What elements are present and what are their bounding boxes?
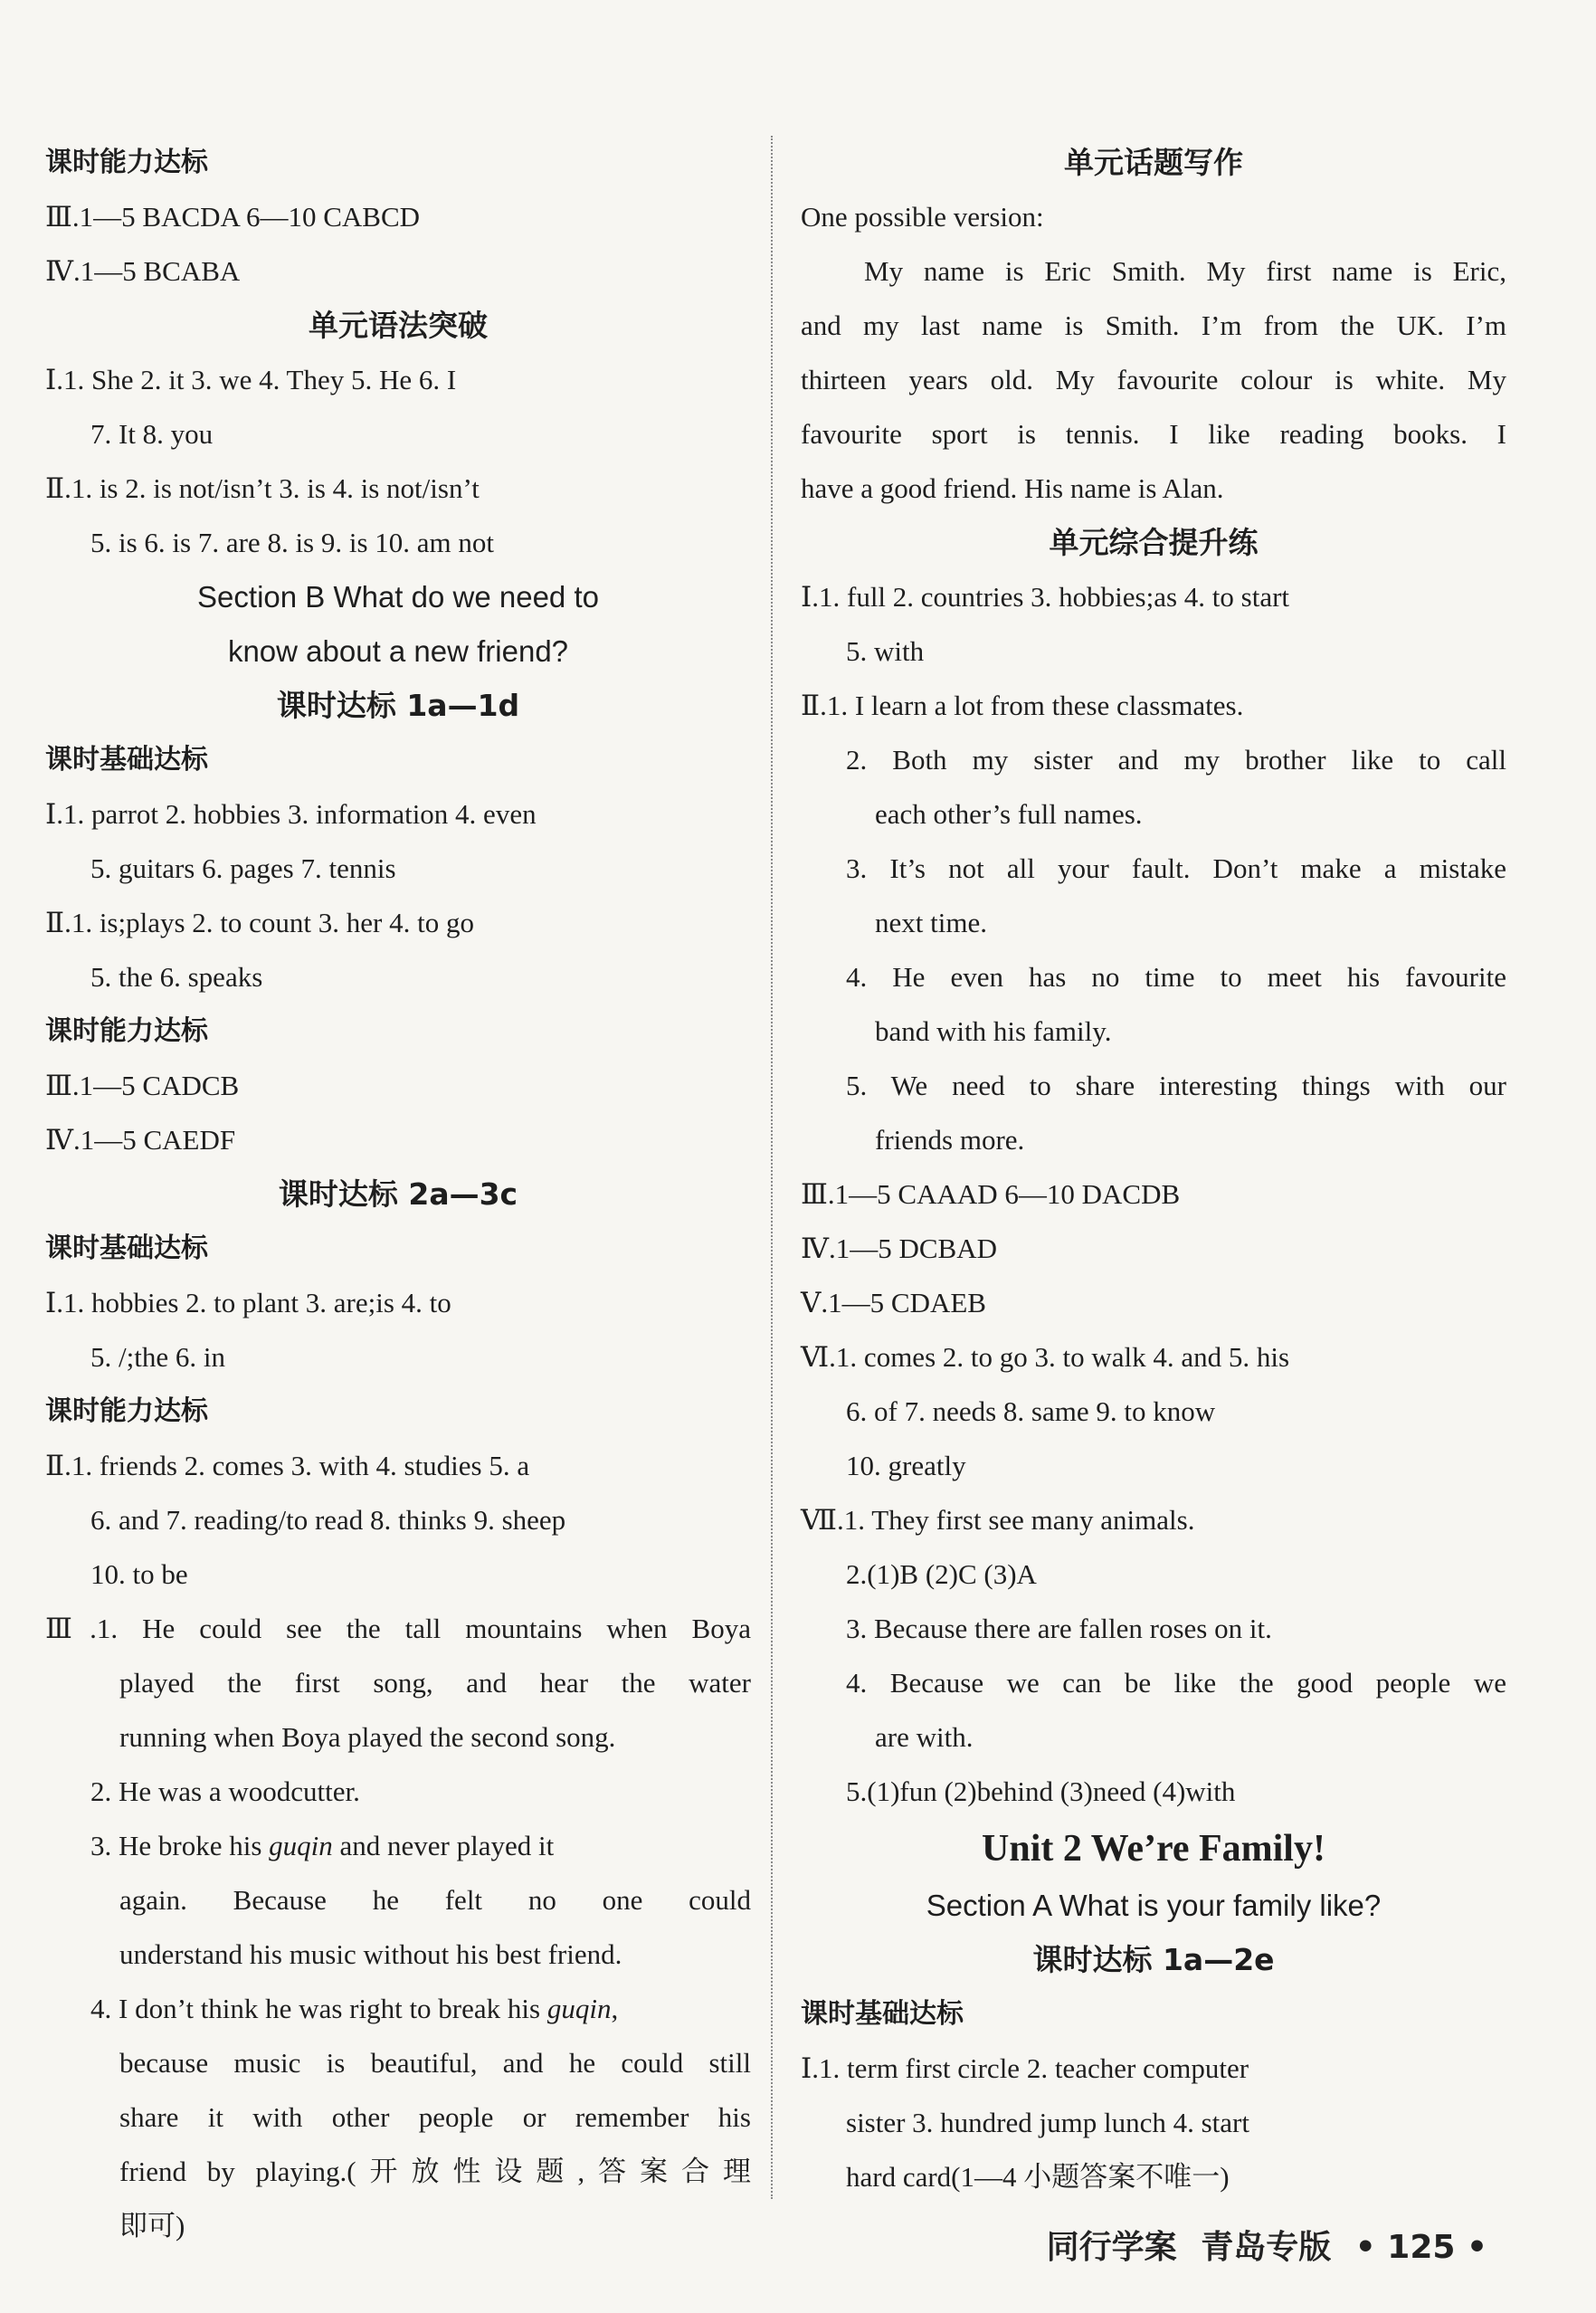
answer-line: friend by playing.(开放性设题,答案合理 xyxy=(119,2156,751,2187)
answer-line: Ⅰ.1. parrot 2. hobbies 3. information 4. even xyxy=(45,798,537,830)
heading-ability: 课时能力达标 xyxy=(45,1015,208,1047)
essay-line: thirteen years old. My favourite colour is white. My xyxy=(801,364,1506,395)
heading-basic: 课时基础达标 xyxy=(45,1233,208,1264)
answer-line: 7. It 8. you xyxy=(90,418,214,450)
answer-line: Ⅱ.1. I learn a lot from these classmates. xyxy=(801,690,1244,721)
answer-line: 2. Both my sister and my brother like to call xyxy=(846,744,1506,776)
italic-word: guqin xyxy=(269,1830,333,1861)
answer-line: hard card(1—4 小题答案不唯一) xyxy=(846,2161,1230,2193)
answer-line: Ⅳ.1—5 CAEDF xyxy=(45,1124,236,1156)
answer-line: 5. with xyxy=(846,635,925,667)
lesson-title: 课时达标 2a—3c xyxy=(278,1176,518,1212)
answer-line: band with his family. xyxy=(875,1015,1112,1047)
answer-line: 10. greatly xyxy=(846,1450,966,1481)
answer-line: sister 3. hundred jump lunch 4. start xyxy=(846,2107,1249,2138)
essay-line: favourite sport is tennis. I like reading books. I xyxy=(801,418,1506,450)
footer-brand: 同行学案 xyxy=(1046,2229,1177,2266)
answer-line xyxy=(45,1819,751,1873)
answer-line: Ⅲ.1—5 CADCB xyxy=(45,1070,240,1101)
essay-line: have a good friend. His name is Alan. xyxy=(801,472,1224,504)
answer-line: Ⅱ.1. is 2. is not/isn’t 3. is 4. is not/isn’t xyxy=(45,472,480,504)
answer-line: Ⅱ.1. is;plays 2. to count 3. her 4. to go xyxy=(45,907,474,938)
answer-line: 5. We need to share interesting things with our xyxy=(846,1070,1506,1101)
lesson-title: 课时达标 1a—2e xyxy=(1032,1942,1275,1977)
answer-line: Ⅳ.1—5 BCABA xyxy=(45,255,241,287)
unit-title: Unit 2 We’re Family! xyxy=(982,1828,1325,1870)
text: 3. He broke his xyxy=(90,1830,270,1861)
page-footer xyxy=(1034,2222,1487,2268)
answer-line: again. Because he felt no one could xyxy=(119,1884,751,1916)
heading-basic: 课时基础达标 xyxy=(45,744,208,776)
footer-edition: 青岛专版 xyxy=(1201,2229,1332,2266)
answer-line: Ⅶ.1. They first see many animals. xyxy=(801,1504,1195,1536)
answer-line: Ⅳ.1—5 DCBAD xyxy=(801,1233,997,1264)
column-divider xyxy=(771,136,773,2199)
answer-line: 6. of 7. needs 8. same 9. to know xyxy=(846,1395,1216,1427)
answer-line: 5. guitars 6. pages 7. tennis xyxy=(90,852,396,884)
left-column xyxy=(45,136,751,2253)
answer-line: Ⅲ.1. He could see the tall mountains when Boya xyxy=(45,1613,751,1644)
answer-line: 3. It’s not all your fault. Don’t make a mistake xyxy=(846,852,1506,884)
answer-line: next time. xyxy=(875,907,987,938)
answer-line: 6. and 7. reading/to read 8. thinks 9. sheep xyxy=(90,1504,566,1536)
answer-line: Ⅲ.1—5 BACDA 6—10 CABCD xyxy=(45,201,421,233)
answer-line: 10. to be xyxy=(90,1558,188,1590)
answer-line: Ⅰ.1. She 2. it 3. we 4. They 5. He 6. I xyxy=(45,364,457,395)
answer-line: 5.(1)fun (2)behind (3)need (4)with xyxy=(846,1775,1236,1807)
page-number: • 125 • xyxy=(1354,2229,1487,2266)
answer-line: 3. Because there are fallen roses on it. xyxy=(846,1613,1272,1644)
text: , xyxy=(611,1993,619,2024)
answer-line: because music is beautiful, and he could still xyxy=(119,2047,751,2079)
answer-line: 2.(1)B (2)C (3)A xyxy=(846,1558,1037,1590)
section-title: Section A What is your family like? xyxy=(926,1889,1382,1922)
answer-line: each other’s full names. xyxy=(875,798,1143,830)
answer-line: 4. Because we can be like the good people we xyxy=(846,1667,1506,1699)
answer-line: running when Boya played the second song. xyxy=(119,1721,616,1753)
answer-line: understand his music without his best friend. xyxy=(119,1938,622,1970)
answer-line: friends more. xyxy=(875,1124,1025,1156)
right-column xyxy=(801,136,1506,2204)
essay-line: My name is Eric Smith. My first name is Eric, xyxy=(864,255,1506,287)
answer-line: played the first song, and hear the water xyxy=(119,1667,751,1699)
answer-line: Ⅱ.1. friends 2. comes 3. with 4. studies 5. a xyxy=(45,1450,530,1481)
section-title-cont: know about a new friend? xyxy=(227,634,569,668)
answer-line: 5. /;the 6. in xyxy=(90,1341,225,1373)
answer-line: 即可) xyxy=(119,2210,185,2242)
heading-writing: 单元话题写作 xyxy=(1064,145,1243,180)
heading-basic: 课时基础达标 xyxy=(801,1998,964,2030)
section-title: Section B What do we need to xyxy=(197,580,599,614)
answer-line: Ⅰ.1. term first circle 2. teacher computer xyxy=(801,2052,1249,2084)
answer-line: 5. the 6. speaks xyxy=(90,961,263,993)
text: and never played it xyxy=(332,1830,555,1861)
heading-ability: 课时能力达标 xyxy=(45,147,208,178)
answer-line: 5. is 6. is 7. are 8. is 9. is 10. am not xyxy=(90,527,495,558)
text: 4. I don’t think he was right to break his xyxy=(90,1993,547,2024)
heading-ability: 课时能力达标 xyxy=(45,1395,208,1427)
italic-word: guqin xyxy=(546,1993,612,2024)
answer-line: Ⅰ.1. hobbies 2. to plant 3. are;is 4. to xyxy=(45,1287,451,1318)
essay-intro: One possible version: xyxy=(801,201,1044,233)
answer-line: Ⅵ.1. comes 2. to go 3. to walk 4. and 5. his xyxy=(801,1341,1290,1373)
answer-line: are with. xyxy=(875,1721,974,1753)
heading-grammar: 单元语法突破 xyxy=(309,308,488,343)
answer-line: 2. He was a woodcutter. xyxy=(90,1775,360,1807)
answer-line: Ⅴ.1—5 CDAEB xyxy=(801,1287,986,1318)
answer-line: Ⅲ.1—5 CAAAD 6—10 DACDB xyxy=(801,1178,1181,1210)
answer-line: share it with other people or remember his xyxy=(119,2101,751,2133)
answer-line: 4. He even has no time to meet his favourite xyxy=(846,961,1506,993)
essay-line: and my last name is Smith. I’m from the UK. I’m xyxy=(801,309,1506,341)
heading-review: 单元综合提升练 xyxy=(1049,525,1259,560)
answer-line xyxy=(45,1982,751,2036)
lesson-title: 课时达标 1a—1d xyxy=(276,688,520,723)
answer-line: Ⅰ.1. full 2. countries 3. hobbies;as 4. to start xyxy=(801,581,1290,613)
